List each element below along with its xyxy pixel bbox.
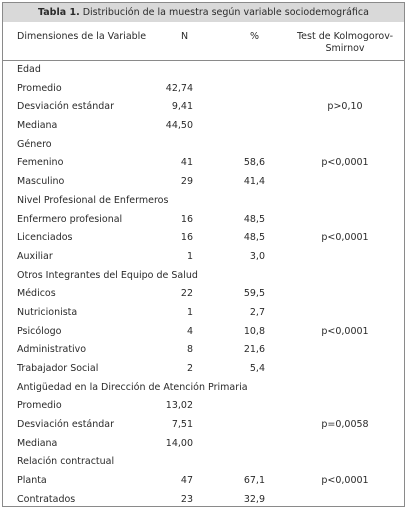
row-percent: 48,5 (243, 232, 265, 244)
header-test-line1: Test de Kolmogorov- (296, 31, 394, 42)
row-label: Contratados (17, 493, 76, 505)
table-row (3, 304, 404, 323)
table-row (3, 173, 404, 192)
table-row (3, 211, 404, 230)
row-label: Antigüedad en la Dirección de Atención Primaria (17, 381, 248, 393)
row-label: Administrativo (17, 344, 87, 356)
table-header (3, 22, 404, 61)
table-row (3, 323, 404, 342)
row-percent: 5,4 (249, 363, 265, 374)
table-row (3, 397, 404, 416)
row-percent: 2,7 (249, 306, 265, 318)
row-label: Trabajador Social (17, 363, 99, 374)
row-label: Mediana (17, 120, 58, 132)
header-test-line2: Smirnov (325, 43, 365, 54)
row-n: 8 (186, 344, 193, 356)
row-n: 44,50 (165, 120, 193, 132)
table-row (3, 192, 404, 211)
table-row (3, 61, 404, 80)
table-row (3, 379, 404, 398)
row-percent: 21,6 (243, 344, 265, 356)
row-n: 2 (186, 363, 193, 374)
header-test (291, 31, 399, 55)
row-label: Desviación estándar (17, 101, 115, 113)
table-row (3, 267, 404, 286)
table-row (3, 117, 404, 136)
row-test: p<0,0001 (321, 232, 369, 244)
row-label: Psicólogo (17, 325, 62, 337)
table-row (3, 248, 404, 267)
caption-label: Tabla 1. (38, 7, 80, 18)
row-n: 29 (180, 176, 193, 188)
row-n: 14,00 (165, 437, 193, 449)
row-n: 9,41 (171, 101, 193, 113)
table-row (3, 472, 404, 491)
row-label: Masculino (17, 176, 65, 188)
header-dimension: Dimensiones de la Variable (17, 31, 147, 42)
table-row (3, 416, 404, 435)
table-row (3, 136, 404, 155)
row-percent: 67,1 (243, 475, 265, 487)
table-row (3, 285, 404, 304)
table-row (3, 435, 404, 454)
row-test: p<0,0001 (321, 157, 369, 169)
row-label: Otros Integrantes del Equipo de Salud (17, 269, 198, 281)
table-row (3, 453, 404, 472)
row-n: 42,74 (165, 82, 193, 94)
header-n: N (181, 31, 189, 42)
row-label: Desviación estándar (17, 419, 115, 431)
row-label: Mediana (17, 437, 58, 449)
row-n: 1 (186, 306, 193, 318)
row-n: 13,02 (165, 400, 193, 412)
row-test: p<0,0001 (321, 325, 369, 337)
row-label: Promedio (17, 400, 62, 412)
row-percent: 3,0 (249, 250, 265, 262)
row-n: 7,51 (171, 419, 193, 431)
row-percent: 10,8 (243, 325, 265, 337)
row-label: Enfermero profesional (17, 213, 123, 225)
table-body (3, 61, 404, 510)
table-row (3, 80, 404, 99)
row-label: Planta (17, 475, 47, 487)
table-row (3, 341, 404, 360)
row-test: p=0,0058 (321, 419, 369, 431)
header-percent: % (250, 31, 260, 42)
table-row (3, 98, 404, 117)
row-label: Relación contractual (17, 456, 115, 468)
data-table (3, 22, 404, 510)
table-row (3, 229, 404, 248)
row-n: 16 (180, 213, 193, 225)
row-label: Auxiliar (17, 250, 53, 262)
row-percent: 32,9 (243, 493, 265, 505)
row-label: Licenciados (17, 232, 73, 244)
row-percent: 41,4 (243, 176, 265, 188)
row-n: 1 (186, 250, 193, 262)
row-percent: 58,6 (243, 157, 265, 169)
table-row (3, 360, 404, 379)
table-row (3, 491, 404, 510)
table-frame (2, 2, 405, 507)
row-n: 16 (180, 232, 193, 244)
row-label: Edad (17, 64, 41, 75)
caption-text: Distribución de la muestra según variable sociodemográfica (79, 7, 369, 18)
row-test: p>0,10 (327, 101, 363, 113)
row-test: p<0,0001 (321, 475, 369, 487)
row-label: Médicos (17, 288, 56, 300)
row-percent: 59,5 (243, 288, 265, 300)
row-n: 47 (180, 475, 193, 487)
table-row (3, 154, 404, 173)
row-n: 23 (180, 493, 193, 505)
table-caption (3, 3, 404, 22)
row-label: Promedio (17, 82, 62, 94)
row-label: Femenino (17, 157, 64, 169)
row-percent: 48,5 (243, 213, 265, 225)
row-label: Nutricionista (17, 306, 78, 318)
row-label: Nivel Profesional de Enfermeros (17, 194, 169, 206)
row-n: 41 (180, 157, 193, 169)
row-n: 4 (186, 325, 193, 337)
row-label: Género (17, 138, 52, 150)
row-n: 22 (180, 288, 193, 300)
